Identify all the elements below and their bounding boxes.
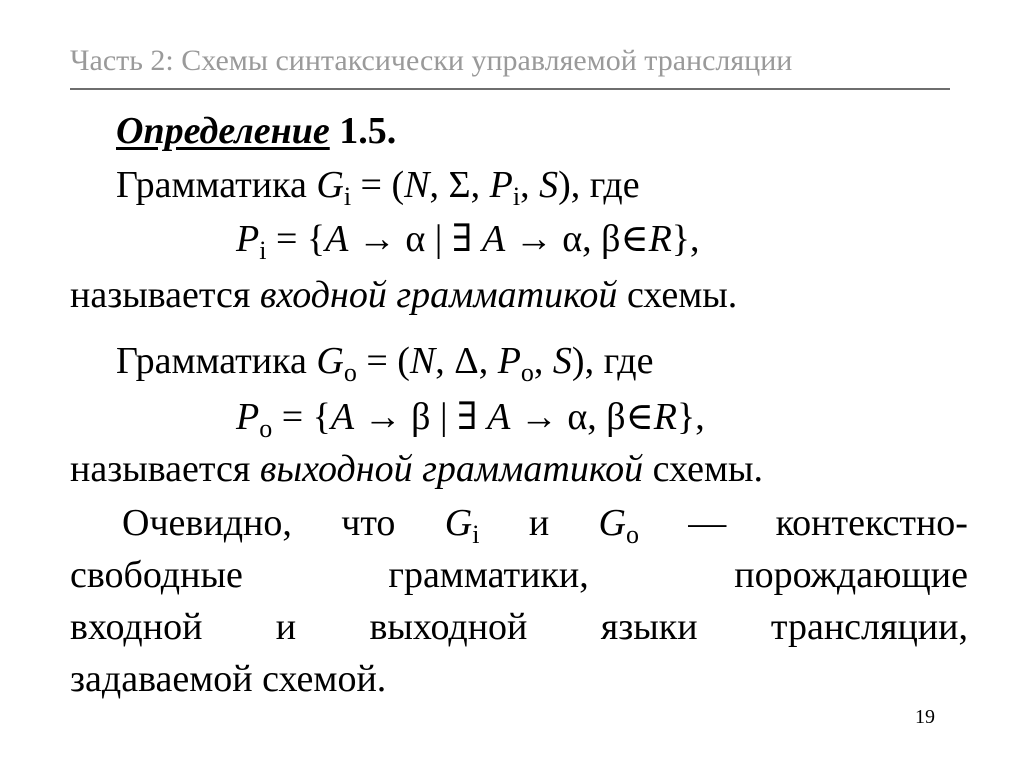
go-s: S xyxy=(552,340,572,382)
word: свободные xyxy=(70,554,243,596)
go-tuple-start: = ( xyxy=(356,340,410,382)
go-rule-line xyxy=(236,394,705,452)
go-rule-arrow: → β | ∃ xyxy=(354,396,488,438)
go-rule-close: }, xyxy=(676,396,705,438)
go-symbol: G xyxy=(316,340,344,382)
gi-definition-line xyxy=(116,162,640,220)
conclusion-line-2 xyxy=(70,552,968,598)
gi-inline-symbol: G xyxy=(444,502,473,544)
gi-inline xyxy=(445,500,480,558)
gi-prefix: Грамматика xyxy=(116,164,307,206)
gi-comma: , xyxy=(520,164,540,206)
conclusion-line-1 xyxy=(122,500,968,558)
word: грамматики, xyxy=(388,554,589,596)
word: и xyxy=(528,502,550,544)
gi-called-line xyxy=(70,272,737,318)
em-dash: — xyxy=(688,502,727,544)
gi-rule-open: = { xyxy=(266,218,326,260)
go-rule-p: P xyxy=(236,396,260,438)
gi-sigma: , Σ, xyxy=(429,164,490,206)
word: выходной xyxy=(369,606,528,648)
gi-rule-a2: A xyxy=(481,218,506,260)
gi-s: S xyxy=(539,164,559,206)
gi-inline-subscript: i xyxy=(472,520,480,549)
gi-rule-r: R xyxy=(648,218,672,260)
go-prefix: Грамматика xyxy=(116,340,307,382)
definition-word: Определение xyxy=(116,110,330,152)
word: языки xyxy=(600,606,698,648)
go-rule-a1: A xyxy=(330,396,355,438)
word: порождающие xyxy=(734,554,968,596)
go-rule-r: R xyxy=(653,396,677,438)
go-comma: , xyxy=(533,340,553,382)
go-tuple-end: ), где xyxy=(571,340,654,382)
gi-called-prefix: называется xyxy=(70,274,260,316)
go-inline-symbol: G xyxy=(598,502,626,544)
conclusion-line-4: задаваемой схемой. xyxy=(70,658,387,700)
gi-rule-a1: A xyxy=(325,218,349,260)
gi-rule-subscript: i xyxy=(259,236,267,265)
word: что xyxy=(341,502,396,544)
go-p-subscript: o xyxy=(520,358,534,387)
go-inline xyxy=(599,500,639,558)
gi-subscript: i xyxy=(343,182,352,211)
word: входной xyxy=(70,606,203,648)
go-rule-subscript: o xyxy=(259,414,273,443)
go-called-term: выходной грамматикой xyxy=(259,448,644,490)
word: Очевидно, xyxy=(122,502,292,544)
gi-rule-rest: → α, β∈ xyxy=(505,218,649,260)
go-inline-subscript: o xyxy=(625,520,639,549)
gi-tuple-end: ), где xyxy=(558,164,640,206)
gi-p: P xyxy=(489,164,513,206)
gi-rule-line xyxy=(236,216,700,274)
go-called-prefix: называется xyxy=(70,448,260,490)
definition-number: 1.5. xyxy=(339,110,397,152)
gi-rule-arrow: → α | ∃ xyxy=(348,218,482,260)
gi-p-subscript: i xyxy=(512,182,521,211)
go-called-line xyxy=(70,446,763,492)
go-rule-rest: → α, β∈ xyxy=(510,396,654,438)
conclusion-line-3 xyxy=(70,604,968,650)
gi-tuple-start: = ( xyxy=(351,164,405,206)
go-delta: , Δ, xyxy=(435,340,498,382)
gi-called-term: входной грамматикой xyxy=(259,274,618,316)
gi-rule-close: }, xyxy=(671,218,700,260)
gi-called-suffix: схемы. xyxy=(617,274,738,316)
gi-n: N xyxy=(404,164,430,206)
word: и xyxy=(275,606,297,648)
header-divider xyxy=(70,88,950,90)
definition-title xyxy=(116,108,396,154)
go-rule-a2: A xyxy=(487,396,511,438)
go-n: N xyxy=(409,340,436,382)
slide-header: Часть 2: Схемы синтаксически управляемой трансляции xyxy=(70,44,793,77)
go-subscript: o xyxy=(343,358,357,387)
go-called-suffix: схемы. xyxy=(643,448,764,490)
word: трансляции, xyxy=(770,606,968,648)
gi-rule-p: P xyxy=(236,218,260,260)
go-definition-line xyxy=(116,338,653,396)
go-p: P xyxy=(497,340,521,382)
page-number: 19 xyxy=(915,706,935,728)
word: контекстно- xyxy=(775,502,968,544)
gi-symbol: G xyxy=(316,164,344,206)
go-rule-open: = { xyxy=(272,396,331,438)
